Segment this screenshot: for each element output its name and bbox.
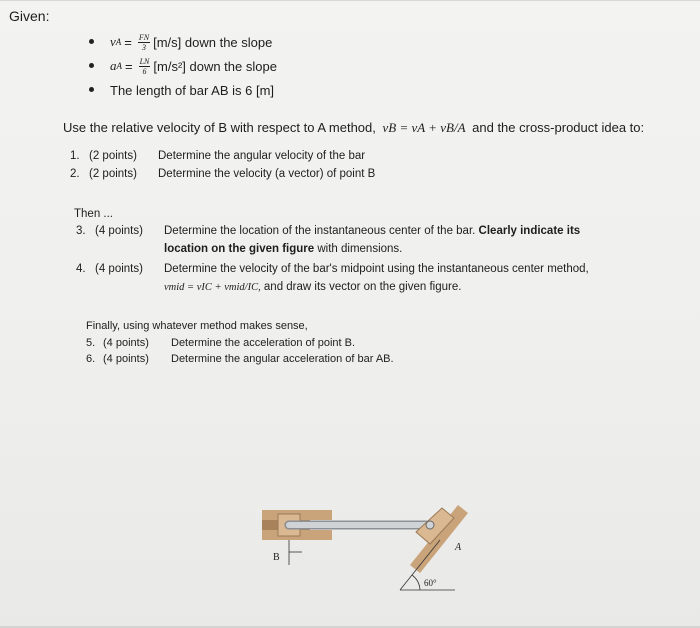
mechanism-figure bbox=[240, 470, 500, 610]
given-list bbox=[89, 30, 649, 102]
part3-list bbox=[86, 337, 646, 369]
question-2: 2. (2 points) Determine the velocity (a vector) of point B bbox=[70, 168, 376, 180]
velocity-subscript: A bbox=[115, 37, 122, 47]
instruction-equation: vB = vA + vB/A bbox=[382, 120, 466, 135]
instruction-prefix: Use the relative velocity of B with respect to A method, bbox=[63, 120, 376, 135]
given-title: Given: bbox=[9, 8, 50, 24]
mechanism-diagram bbox=[240, 470, 500, 610]
question-4: 4. (4 points) Determine the velocity of the bar's midpoint using the instantaneous center method, bbox=[76, 263, 589, 275]
velocity-unit: [m/s] down the slope bbox=[153, 34, 273, 50]
pin-a bbox=[426, 521, 434, 529]
bullet-dot bbox=[89, 87, 94, 92]
given-acceleration: a A = $\frac{LN}{6}$ [m/s²] down the slope bbox=[89, 54, 649, 78]
velocity-fraction: $\frac{FN}{3}$ bbox=[138, 32, 150, 52]
question-5: 5. (4 points) Determine the acceleration of point B. bbox=[86, 337, 356, 349]
question-3-line2: location on the given figure with dimensions. bbox=[164, 243, 403, 255]
bullet-dot bbox=[89, 39, 94, 44]
instruction-suffix: and the cross-product idea to: bbox=[472, 120, 645, 135]
part2-list bbox=[76, 225, 676, 299]
question-6: 6. (4 points) Determine the angular acceleration of bar AB. bbox=[86, 353, 394, 365]
given-velocity: v A = $\frac{FN}{3}$ [m/s] down the slope bbox=[89, 30, 649, 54]
acceleration-unit: [m/s²] down the slope bbox=[153, 58, 277, 74]
angle-arc bbox=[412, 575, 420, 590]
question-1: 1. (2 points) Determine the angular velocity of the bar bbox=[70, 150, 366, 162]
finally-label: Finally, using whatever method makes sense, bbox=[86, 320, 308, 332]
part1-list bbox=[70, 150, 630, 186]
acceleration-subscript: A bbox=[116, 61, 122, 71]
top-edge bbox=[0, 0, 700, 1]
label-b: B bbox=[273, 552, 280, 563]
instruction-line bbox=[63, 120, 644, 136]
then-label: Then ... bbox=[74, 208, 113, 220]
acceleration-fraction: $\frac{LN}{6}$ bbox=[139, 56, 150, 76]
question-4-line2: vmid = vIC + vmid/IC, and draw its vector on the given figure. bbox=[164, 281, 462, 293]
label-a: A bbox=[455, 542, 462, 553]
angle-label: 60° bbox=[424, 578, 437, 588]
given-bar-length bbox=[89, 78, 649, 102]
acceleration-symbol: a bbox=[110, 58, 117, 73]
bullet-dot bbox=[89, 63, 94, 68]
bar-length-text: The length of bar AB is 6 [m] bbox=[110, 82, 275, 98]
question-3: 3. (4 points) Determine the location of the instantaneous center of the bar. Clearly indicate its bbox=[76, 225, 581, 237]
velocity-symbol: v bbox=[110, 34, 116, 49]
